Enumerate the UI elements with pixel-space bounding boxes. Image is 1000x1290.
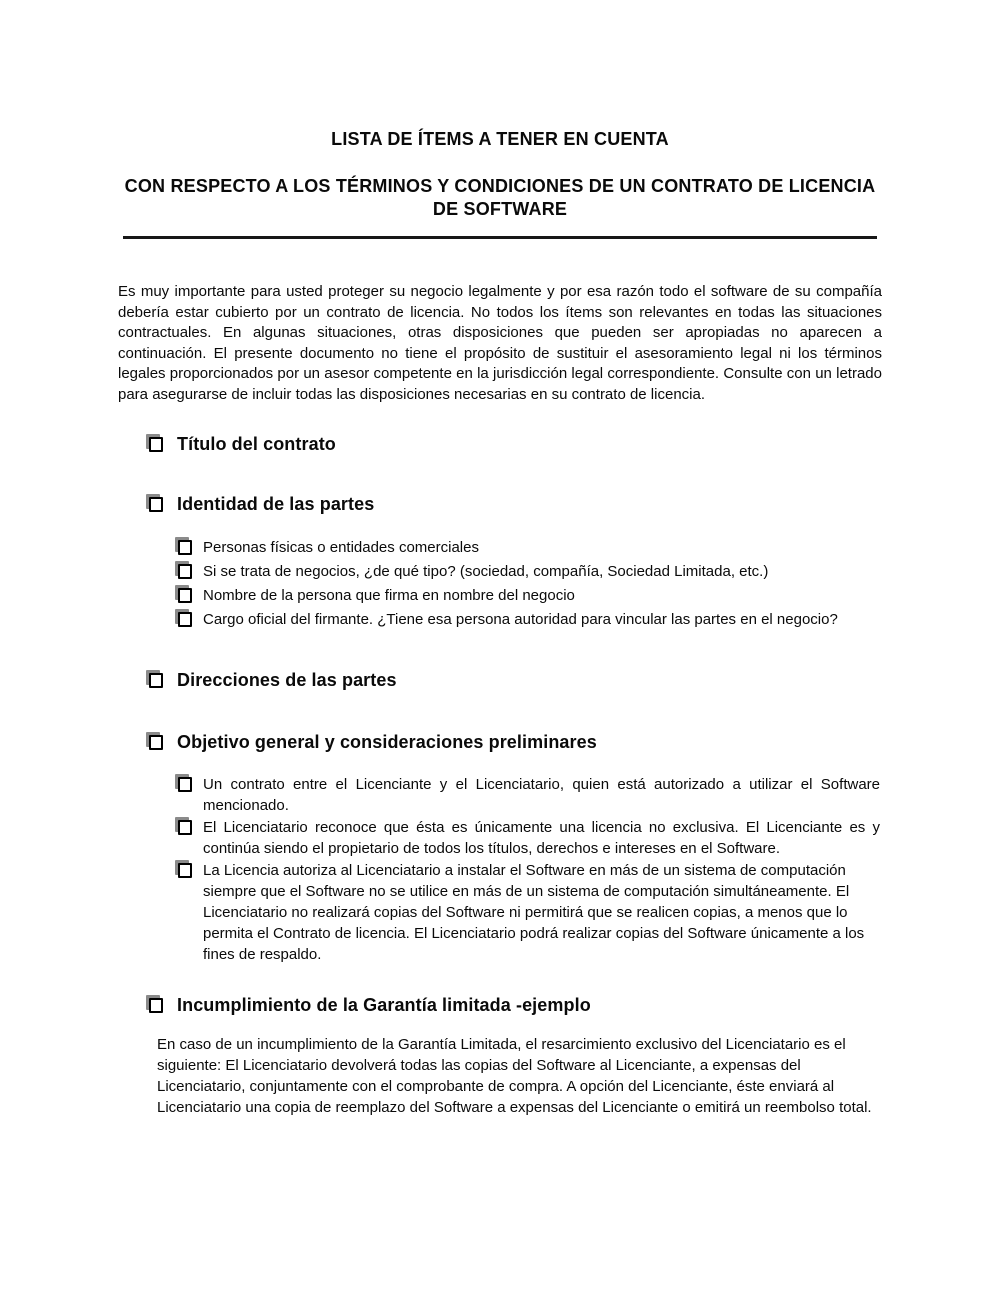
intro-paragraph: Es muy importante para usted proteger su negocio legalmente y por esa razón todo el software de su compañía debería estar cubierto por un contrato de licencia. No todos los ítems son relevantes en todas las situaciones contractuales. En algunas situaciones, otras disposiciones que pueden ser apropiadas no aparecen a continuación. El presente documento no tiene el propósito de sustituir el asesoramiento legal ni los términos legales proporcionados por un asesor competente en la jurisdicción legal correspondiente. Consulte con un letrado para asegurarse de incluir todas las disposiciones necesarias en su contrato de licencia. — [118, 283, 882, 403]
checklist-item-label: El Licenciatario reconoce que ésta es únicamente una licencia no exclusiva. El Licenciante es y continúa siendo el propietario de todos los títulos, derechos e intereses en el Software. — [203, 818, 880, 857]
document-title: LISTA DE ÍTEMS A TENER EN CUENTA — [331, 129, 669, 149]
checklist-item — [175, 860, 880, 965]
checklist-heading-label: Identidad de las partes — [177, 493, 375, 514]
checklist-item — [175, 561, 880, 582]
checklist-item — [175, 537, 880, 558]
checkbox-icon — [149, 497, 163, 512]
checklist-item-label: Si se trata de negocios, ¿de qué tipo? (sociedad, compañía, Sociedad Limitada, etc.) — [203, 562, 769, 580]
checkbox-icon — [178, 540, 192, 555]
document-subtitle: CON RESPECTO A LOS TÉRMINOS Y CONDICIONES DE UN CONTRATO DE LICENCIA DE SOFTWARE — [124, 176, 876, 219]
checklist-item — [175, 609, 880, 630]
checklist-item-label: Un contrato entre el Licenciante y el Licenciatario, quien está autorizado a utilizar el Software mencionado. — [203, 775, 880, 814]
checklist-heading-direcciones-de-las-partes — [146, 669, 1000, 692]
checkbox-icon — [178, 820, 192, 835]
checklist-item — [175, 774, 880, 816]
checklist-heading-incumplimiento-garantia — [146, 994, 1000, 1017]
checkbox-icon — [178, 564, 192, 579]
checklist-sublist — [0, 537, 1000, 630]
checklist-heading-identidad-de-las-partes — [146, 493, 1000, 516]
checklist-heading-titulo-del-contrato — [146, 433, 1000, 456]
title-underline — [123, 236, 877, 239]
checklist-heading-label: Título del contrato — [177, 433, 336, 454]
checklist-sublist — [0, 774, 1000, 965]
section-paragraph: En caso de un incumplimiento de la Garantía Limitada, el resarcimiento exclusivo del Licenciatario es el siguiente: El Licenciatario devolverá todas las copias del Software al Licenciante, a expensas del Licenciatario, conjuntamente con el comprobante de compra. A opción del Licenciante, éste enviará al Licenciatario una copia de reemplazo del Software a expensas del Licenciante o emitirá un reembolso total. — [157, 1035, 872, 1116]
checkbox-icon — [149, 437, 163, 452]
checklist-item-label: Cargo oficial del firmante. ¿Tiene esa persona autoridad para vincular las partes en el negocio? — [203, 610, 838, 628]
checklist-heading-label: Direcciones de las partes — [177, 669, 397, 690]
checklist-heading-label: Incumplimiento de la Garantía limitada -ejemplo — [177, 994, 591, 1015]
checkbox-icon — [178, 863, 192, 878]
checkbox-icon — [178, 777, 192, 792]
checkbox-icon — [149, 998, 163, 1013]
checklist-item — [175, 585, 880, 606]
checklist-item-label: Nombre de la persona que firma en nombre del negocio — [203, 586, 575, 604]
checklist-heading-objetivo-general — [146, 731, 1000, 754]
checkbox-icon — [149, 735, 163, 750]
checkbox-icon — [178, 612, 192, 627]
checklist-item-label: Personas físicas o entidades comerciales — [203, 538, 479, 556]
checklist-item — [175, 817, 880, 859]
checklist-heading-label: Objetivo general y consideraciones preliminares — [177, 731, 597, 752]
checkbox-icon — [149, 673, 163, 688]
checkbox-icon — [178, 588, 192, 603]
checklist-item-label: La Licencia autoriza al Licenciatario a instalar el Software en más de un sistema de computación siempre que el Software no se utilice en más de un sistema de computación simultáneamente. El Licenciatario no realizará copias del Software ni permitirá que se realicen copias, a menos que lo permita el Contrato de licencia. El Licenciatario podrá realizar copias del Software únicamente a los fines de respaldo. — [203, 861, 865, 963]
